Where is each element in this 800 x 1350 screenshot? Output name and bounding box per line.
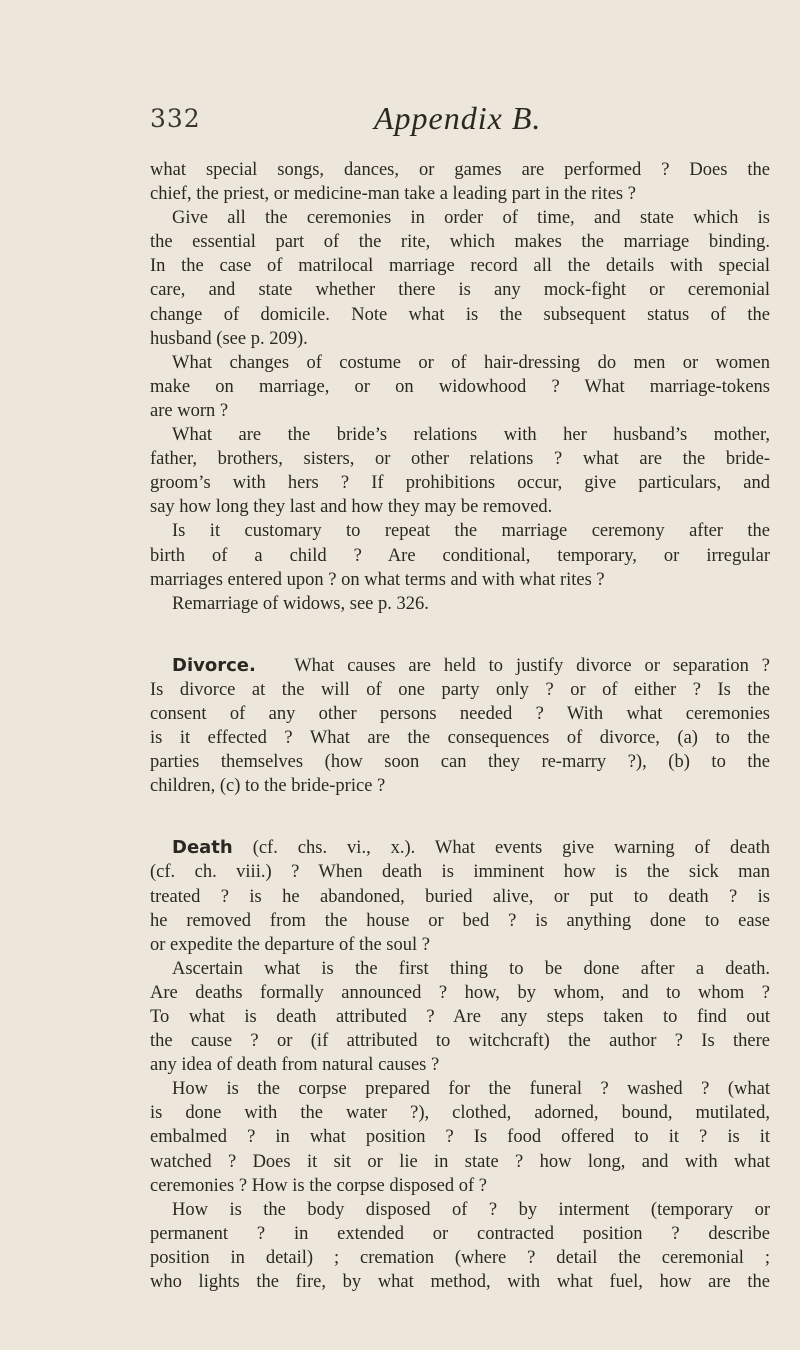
- text-line: Give all the ceremonies in order of time, and state which is: [172, 208, 770, 229]
- text-line: (cf. ch. viii.) ? When death is imminent how is the sick man: [150, 862, 770, 883]
- text-line: make on marriage, or on widowhood ? What marriage-tokens: [150, 376, 770, 397]
- text-line: Ascertain what is the first thing to be done after a death.: [172, 958, 770, 979]
- text-line: children, (c) to the bride-price ?: [150, 776, 386, 797]
- text-run: (cf. chs. vi., x.). What events give warning of death: [252, 838, 771, 859]
- text-line: ceremonies ? How is the corpse disposed of ?: [150, 1175, 488, 1196]
- text-line: chief, the priest, or medicine-man take a leading part in the rites ?: [150, 184, 636, 205]
- text-run: What causes are held to justify divorce or separation ?: [294, 655, 770, 676]
- text-line: [150, 654, 770, 678]
- text-line: care, and state whether there is any mock-fight or ceremonial: [150, 280, 770, 301]
- text-line: change of domicile. Note what is the subsequent status of the: [150, 304, 770, 325]
- running-head: [150, 100, 770, 140]
- text-line: [150, 836, 770, 860]
- text-line: husband (see p. 209).: [150, 328, 308, 349]
- text-line: To what is death attributed ? Are any steps taken to find out: [150, 1007, 770, 1027]
- text-line: who lights the fire, by what method, with what fuel, how are the: [150, 1272, 770, 1293]
- text-line: parties themselves (how soon can they re-marry ?), (b) to the: [150, 752, 770, 773]
- text-line: what special songs, dances, or games are performed ? Does the: [150, 160, 770, 180]
- section-gap: [150, 798, 770, 836]
- text-line: How is the corpse prepared for the funeral ? washed ? (what: [172, 1079, 770, 1100]
- text-line: permanent ? in extended or contracted position ? describe: [150, 1223, 770, 1244]
- section-title-death: Death: [172, 837, 233, 859]
- text-line: is done with the water ?), clothed, adorned, bound, mutilated,: [150, 1103, 770, 1124]
- text-line: consent of any other persons needed ? With what ceremonies: [150, 703, 770, 724]
- section-gap: [150, 616, 770, 654]
- section-title-divorce: Divorce.: [172, 654, 256, 676]
- text-line: position in detail) ; cremation (where ? detail the ceremonial ;: [150, 1247, 770, 1268]
- text-line: How is the body disposed of ? by interment (temporary or: [172, 1199, 770, 1220]
- text-line: Are deaths formally announced ? how, by whom, and to whom ?: [150, 982, 770, 1003]
- text-line: treated ? is he abandoned, buried alive, or put to death ? is: [150, 886, 770, 907]
- text-line: is it effected ? What are the consequences of divorce, (a) to the: [150, 728, 770, 749]
- page-heading: Appendix B.: [374, 100, 542, 136]
- text-line: Is divorce at the will of one party only ? or of either ? Is the: [150, 679, 770, 700]
- text-line: Remarriage of widows, see p. 326.: [172, 593, 429, 614]
- text-line: groom’s with hers ? If prohibitions occur, give particulars, and: [150, 473, 770, 494]
- text-line: father, brothers, sisters, or other relations ? what are the bride-: [150, 449, 770, 470]
- text-line: say how long they last and how they may be removed.: [150, 497, 553, 518]
- text-line: any idea of death from natural causes ?: [150, 1055, 440, 1076]
- text-line: are worn ?: [150, 400, 229, 421]
- text-line: he removed from the house or bed ? is anything done to ease: [150, 910, 770, 931]
- text-line: the cause ? or (if attributed to witchcraft) the author ? Is there: [150, 1031, 770, 1052]
- text-line: In the case of matrilocal marriage record all the details with special: [150, 256, 770, 277]
- text-line: What changes of costume or of hair-dressing do men or women: [172, 352, 770, 373]
- text-line: What are the bride’s relations with her husband’s mother,: [172, 425, 770, 446]
- text-line: the essential part of the rite, which makes the marriage binding.: [150, 232, 770, 253]
- text-line: birth of a child ? Are conditional, temporary, or irregular: [150, 545, 770, 566]
- text-line: embalmed ? in what position ? Is food offered to it ? is it: [150, 1127, 770, 1148]
- body-text: [150, 158, 770, 1294]
- text-line: Is it customary to repeat the marriage ceremony after the: [172, 521, 770, 542]
- text-line: or expedite the departure of the soul ?: [150, 934, 430, 955]
- page-number: 332: [150, 104, 201, 133]
- text-line: marriages entered upon ? on what terms and with what rites ?: [150, 569, 605, 590]
- text-line: watched ? Does it sit or lie in state ? how long, and with what: [150, 1151, 770, 1172]
